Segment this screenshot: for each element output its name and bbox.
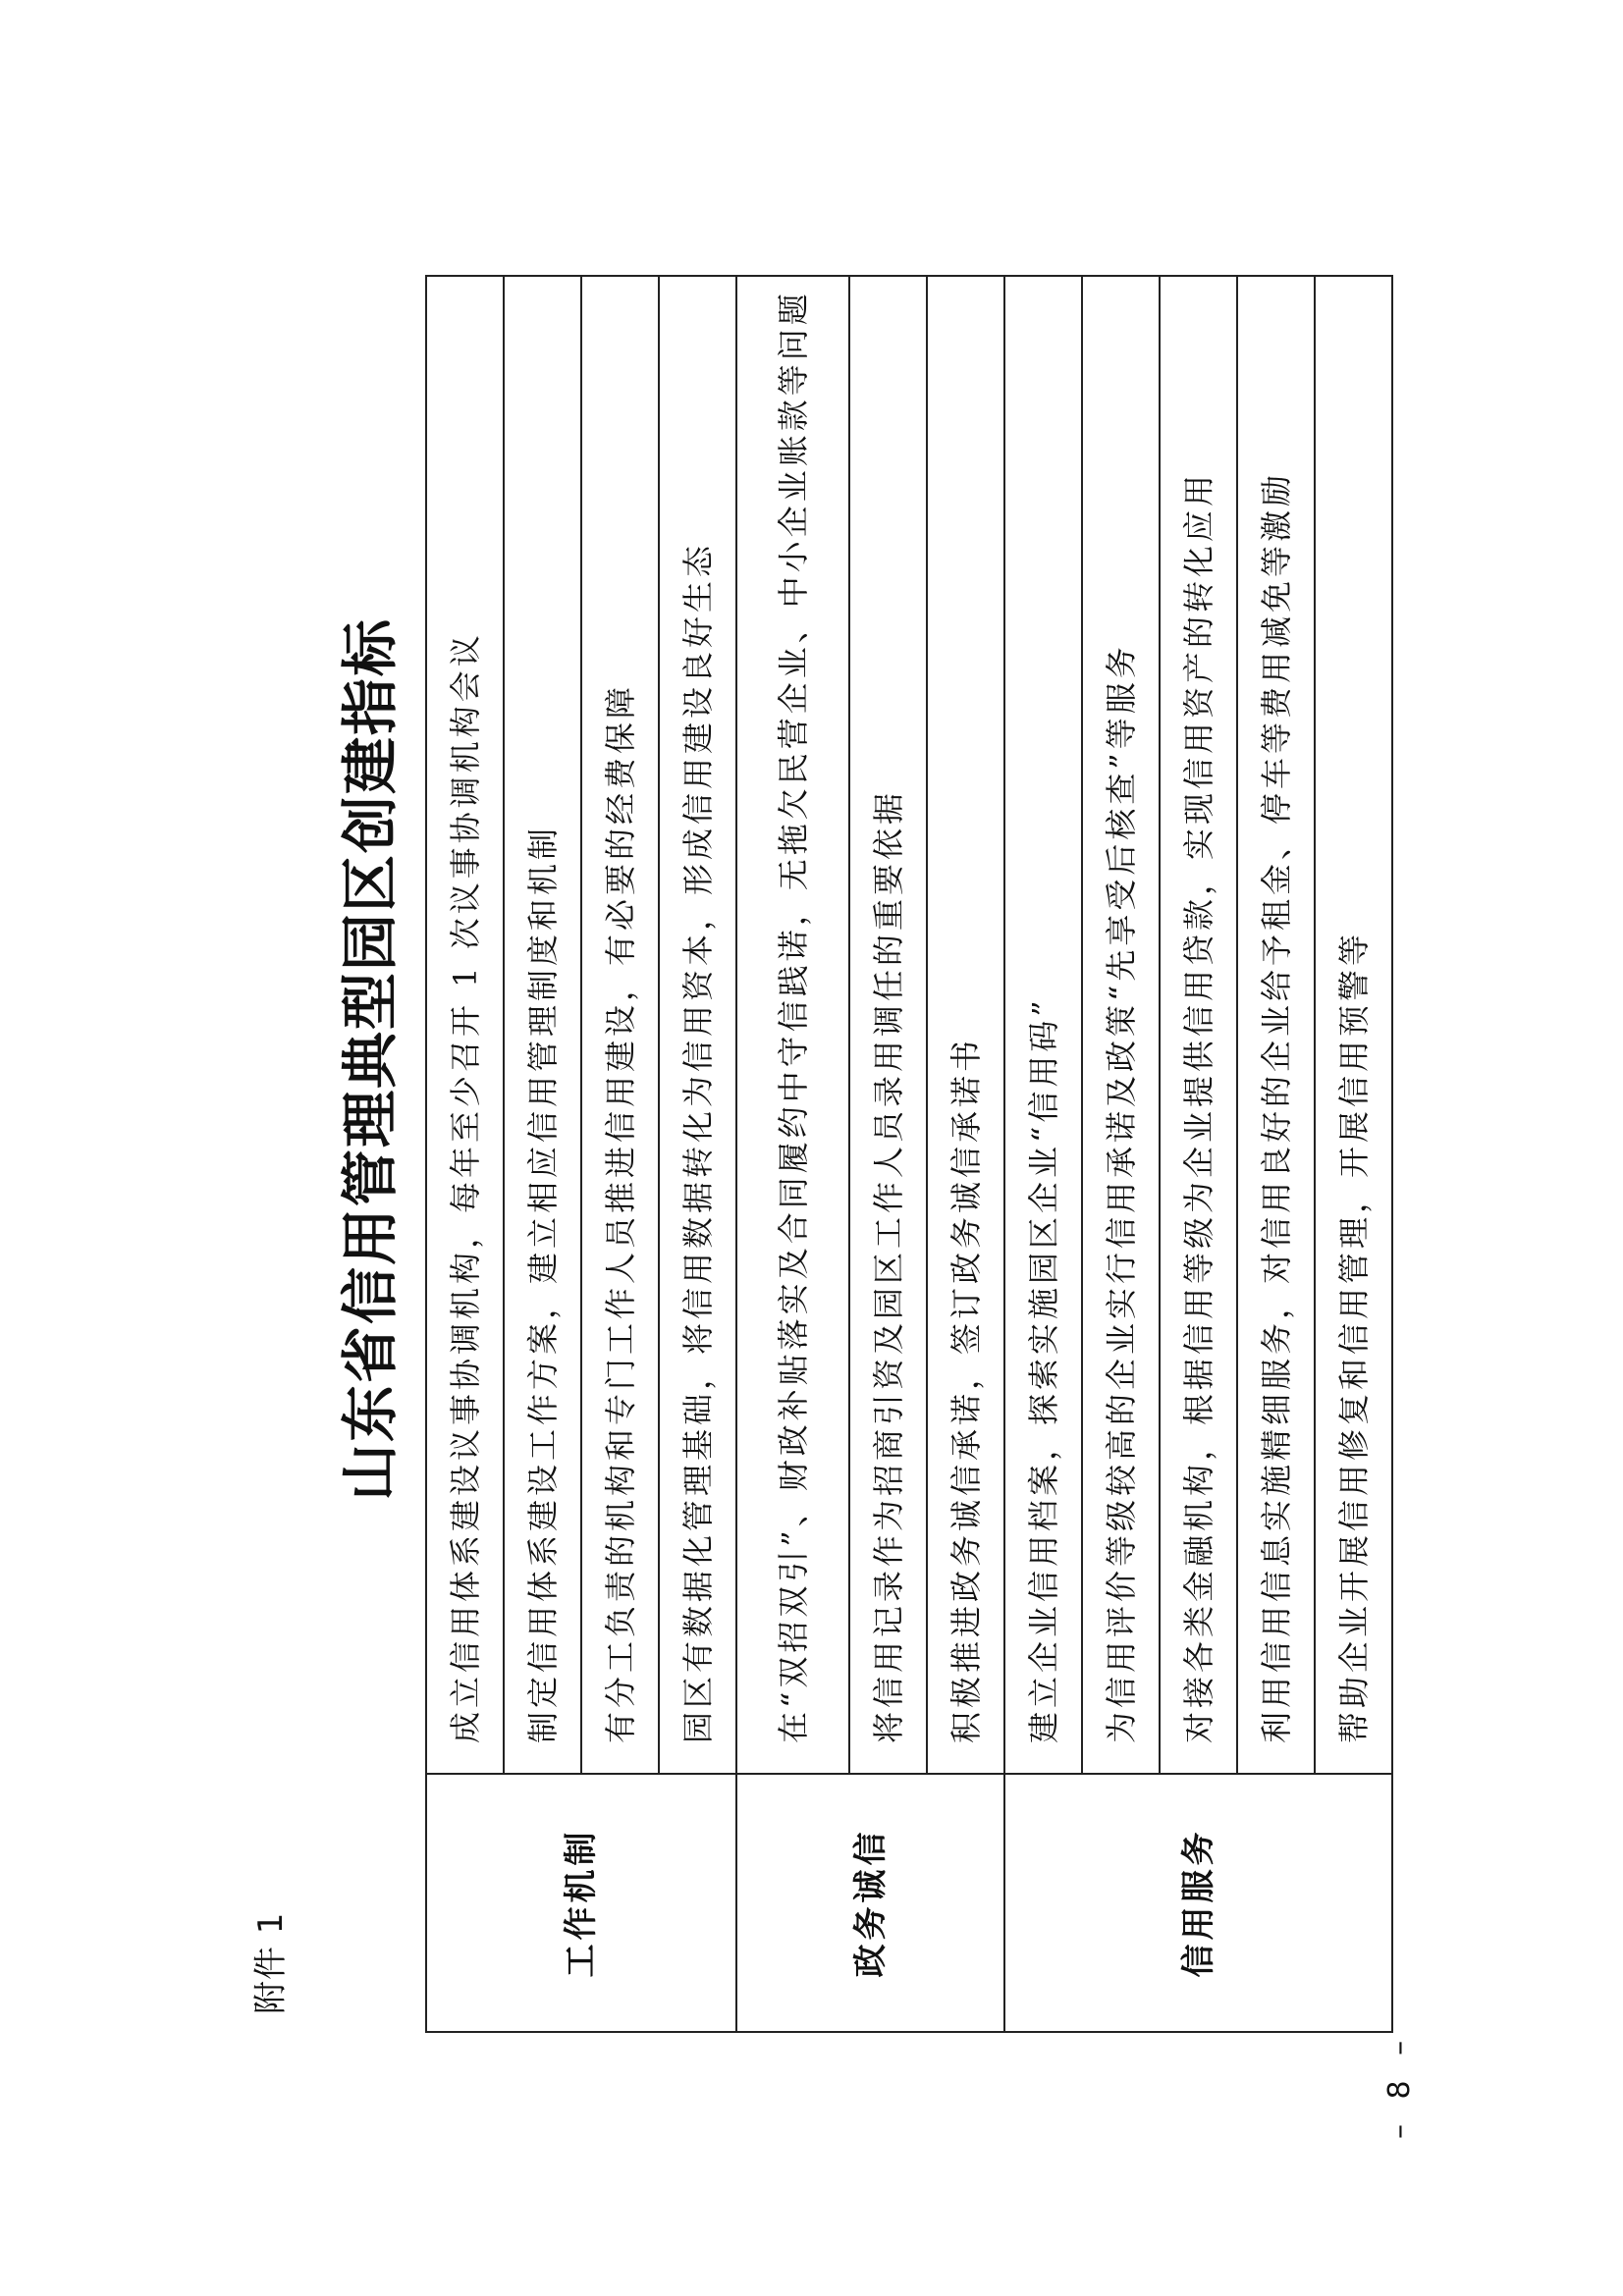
indicator-cell: 有分工负责的机构和专门工作人员推进信用建设，有必要的经费保障 — [581, 276, 659, 1774]
table-row — [849, 276, 927, 2032]
indicator-cell: 积极推进政务诚信承诺，签订政务诚信承诺书 — [927, 276, 1004, 1774]
indicator-cell: 为信用评价等级较高的企业实行信用承诺及政策“先享受后核查”等服务 — [1082, 276, 1160, 1774]
indicator-cell: 对接各类金融机构，根据信用等级为企业提供信用贷款，实现信用资产的转化应用 — [1160, 276, 1237, 1774]
page-number: – 8 – — [1382, 2032, 1417, 2139]
indicator-cell: 建立企业信用档案，探索实施园区企业“信用码” — [1004, 276, 1082, 1774]
indicator-cell: 利用信用信息实施精细服务，对信用良好的企业给予租金、停车等费用减免等激励 — [1237, 276, 1315, 1774]
indicator-cell: 将信用记录作为招商引资及园区工作人员录用调任的重要依据 — [849, 276, 927, 1774]
table-row — [1004, 276, 1082, 2032]
attachment-label: 附件 1 — [251, 1911, 291, 2014]
category-cell: 信用服务 — [1004, 1774, 1392, 2032]
document-title: 山东省信用管理典型园区创建指标 — [337, 617, 404, 1502]
indicator-cell: 园区有数据化管理基础，将信用数据转化为信用资本，形成信用建设良好生态 — [659, 276, 736, 1774]
table-row — [1160, 276, 1237, 2032]
table-row — [736, 276, 849, 2032]
indicator-cell: 帮助企业开展信用修复和信用管理，开展信用预警等 — [1315, 276, 1392, 1774]
category-cell: 政务诚信 — [736, 1774, 1004, 2032]
indicator-cell: 在“双招双引”、财政补贴落实及合同履约中守信践诺，无拖欠民营企业、中小企业账款等问题 — [736, 276, 849, 1774]
table-row — [581, 276, 659, 2032]
indicator-cell: 成立信用体系建设议事协调机构，每年至少召开 1 次议事协调机构会议 — [426, 276, 504, 1774]
table-row — [426, 276, 504, 2032]
table-row — [504, 276, 581, 2032]
table-row — [927, 276, 1004, 2032]
table-row — [1082, 276, 1160, 2032]
table-row — [659, 276, 736, 2032]
table-row — [1237, 276, 1315, 2032]
table-row — [1315, 276, 1392, 2032]
indicator-table — [425, 275, 1393, 2033]
indicator-cell: 制定信用体系建设工作方案，建立相应信用管理制度和机制 — [504, 276, 581, 1774]
category-cell: 工作机制 — [426, 1774, 736, 2032]
